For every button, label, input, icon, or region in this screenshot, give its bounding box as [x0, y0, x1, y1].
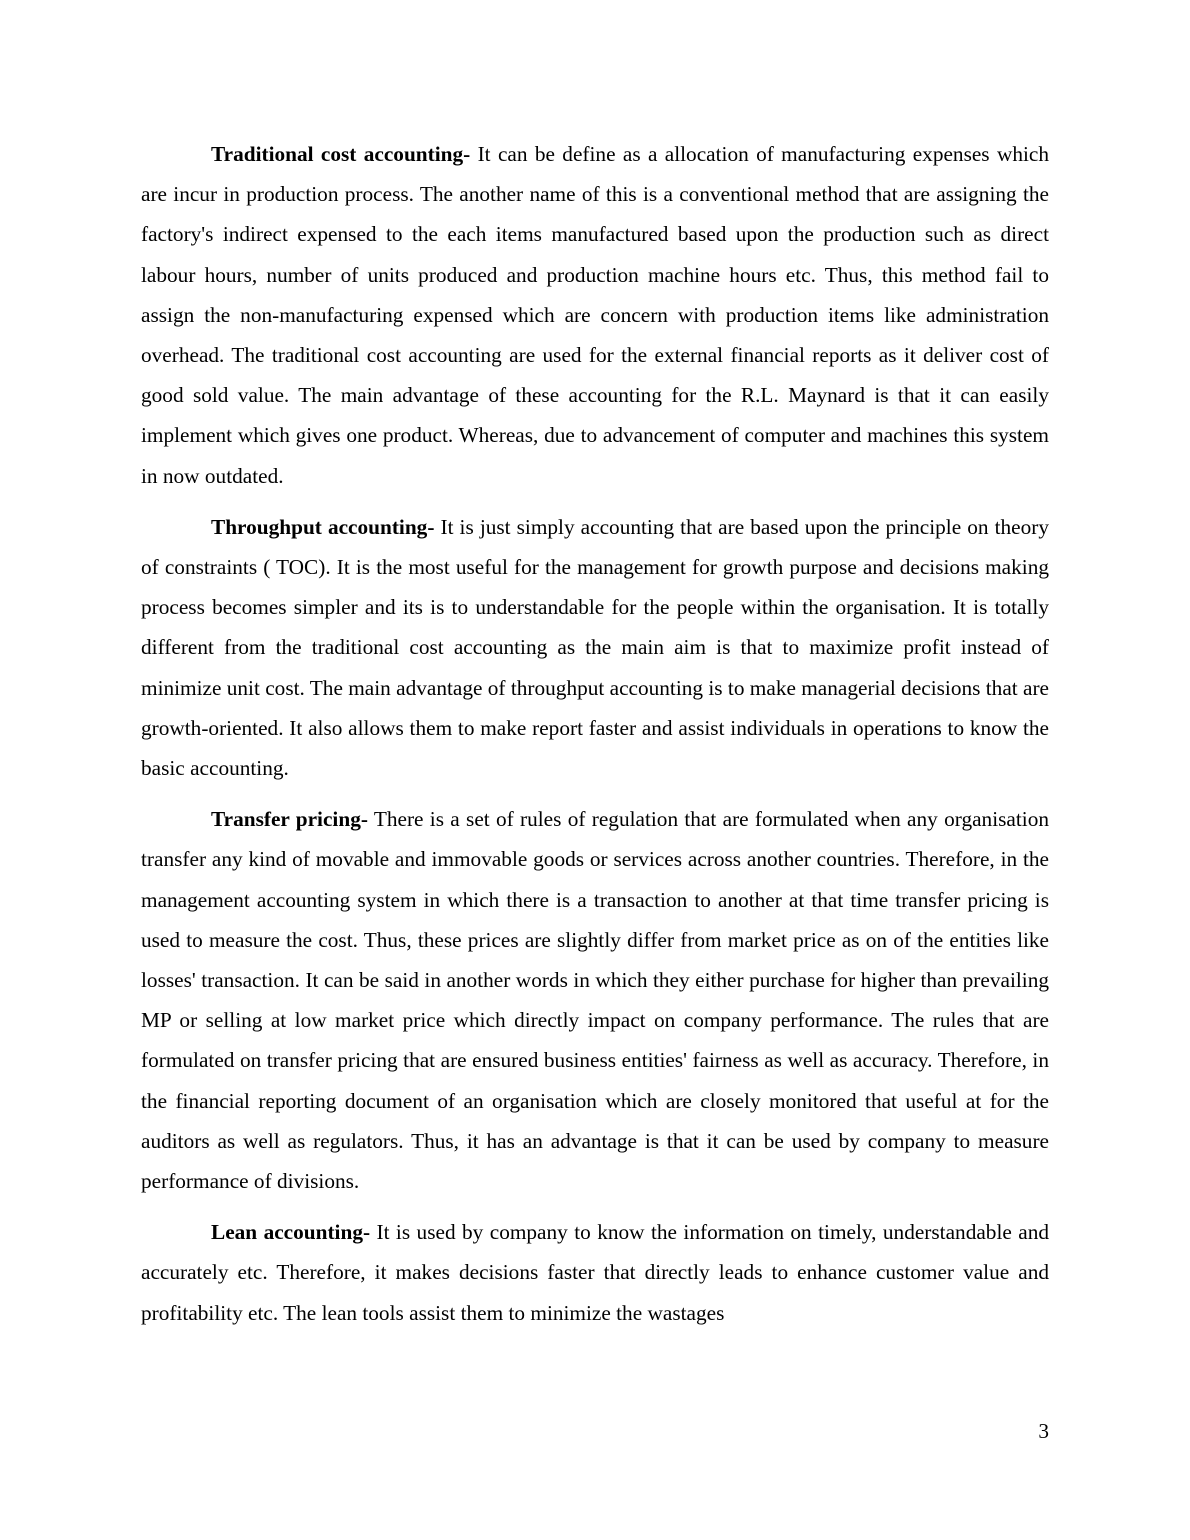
page-number: 3: [1038, 1419, 1049, 1443]
paragraph-throughput-accounting: [141, 507, 1049, 788]
paragraph-term: Lean accounting-: [211, 1220, 371, 1245]
paragraph-transfer-pricing: [141, 799, 1049, 1201]
paragraph-term: Throughput accounting-: [211, 514, 435, 539]
paragraph-lean-accounting: [141, 1212, 1049, 1333]
paragraph-term: Transfer pricing-: [211, 807, 368, 832]
paragraph-term: Traditional cost accounting-: [211, 142, 471, 166]
paragraph-text: It can be define as a allocation of manufacturing expenses which are incur in production process. The another name of this is a conventional method that are assigning the factory's indirect expensed to the each items manufactured based upon the production such as direct labour hours, number of units produced and production machine hours etc. Thus, this method fail to assign the non-manufacturing expensed which are concern with production items like administration overhead. The traditional cost accounting are used for the external financial reports as it deliver cost of good sold value. The main advantage of these accounting for the R.L. Maynard is that it can easily implement which gives one product. Whereas, due to advancement of computer and machines this system in now outdated.: [141, 142, 1049, 488]
paragraph-text: It is used by company to know the information on timely, understandable and accurately etc. Therefore, it makes decisions faster that directly leads to enhance customer value and profitability etc. The lean tools assist them to minimize the wastages: [141, 1220, 1049, 1325]
paragraph-text: It is just simply accounting that are based upon the principle on theory of constraints ( TOC). It is the most useful for the management for growth purpose and decisions making process becomes simpler and its is to understandable for the people within the organisation. It is totally different from the traditional cost accounting as the main aim is that to maximize profit instead of minimize unit cost. The main advantage of throughput accounting is to make managerial decisions that are growth-oriented. It also allows them to make report faster and assist individuals in operations to know the basic accounting.: [141, 514, 1050, 781]
document-body: [141, 134, 1049, 1344]
paragraph-traditional-cost-accounting: [141, 134, 1049, 496]
paragraph-text: There is a set of rules of regulation that are formulated when any organisation transfer any kind of movable and immovable goods or services across another countries. Therefore, in the management accounting system in which there is a transaction to another at that time transfer pricing is used to measure the cost. Thus, these prices are slightly differ from market price as on of the entities like losses' transaction. It can be said in another words in which they either purchase for higher than prevailing MP or selling at low market price which directly impact on company performance. The rules that are formulated on transfer pricing that are ensured business entities' fairness as well as accuracy. Therefore, in the financial reporting document of an organisation which are closely monitored that useful at for the auditors as well as regulators. Thus, it has an advantage is that it can be used by company to measure performance of divisions.: [141, 807, 1049, 1194]
